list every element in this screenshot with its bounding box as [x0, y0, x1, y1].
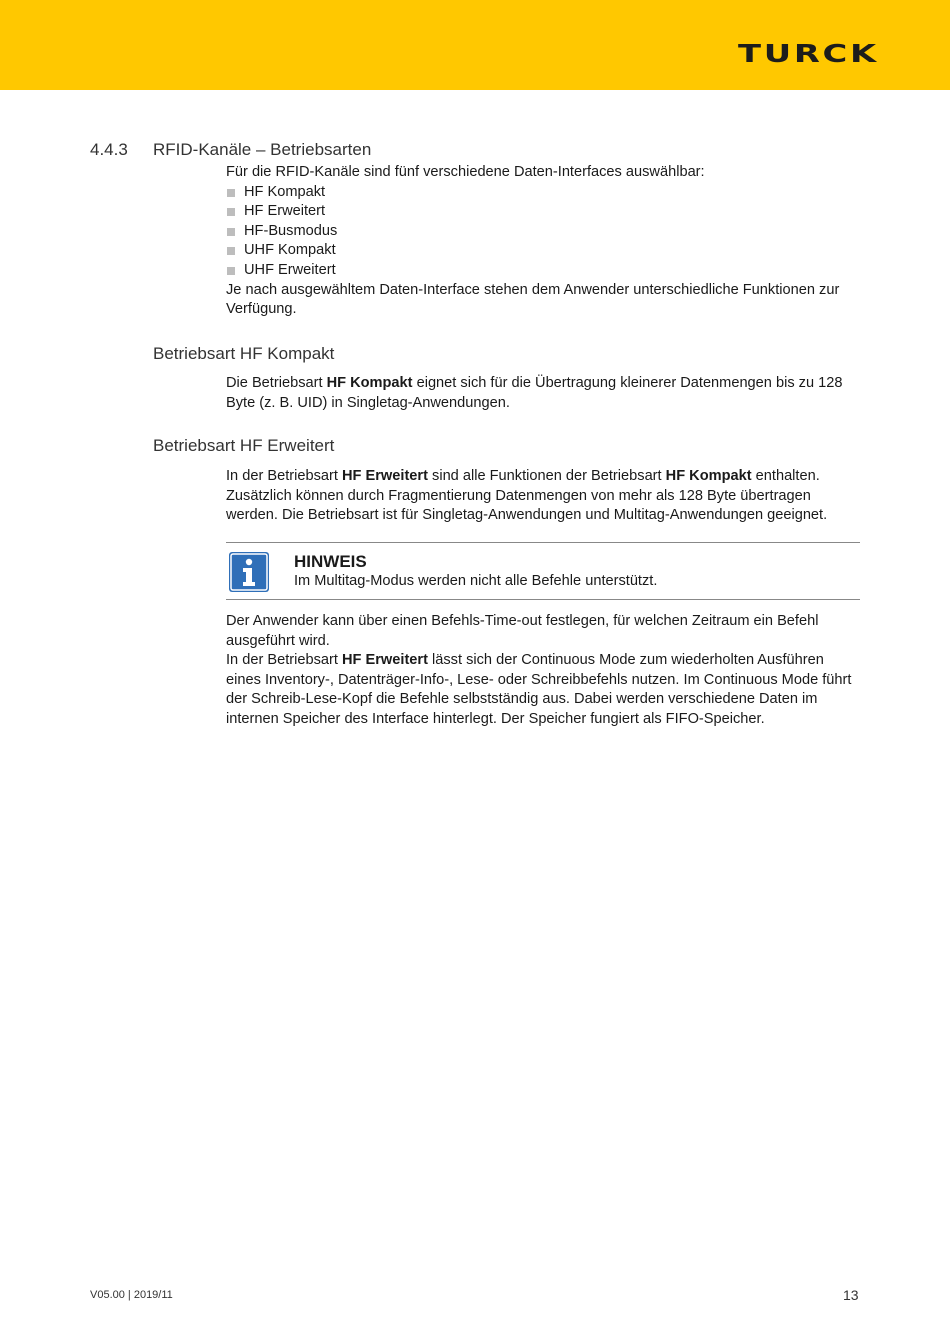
hf-erweitert-paragraph: In der Betriebsart HF Erweitert sind alle Funktionen der Betriebsart HF Kompakt enthalten. Zusätzlich können durch Fragmentierung Datenmengen von mehr als 128 Byte übertragen werden. Die Betriebsart ist für Singletag-Anwendungen und Multitag-Anwendungen geeignet. [226, 468, 828, 524]
list-item: HF Erweitert [226, 202, 862, 222]
outro-text: Je nach ausgewähltem Daten-Interface stehen dem Anwender unterschiedliche Funktionen zur Verfügung. [226, 281, 840, 318]
list-item: HF Kompakt [226, 183, 862, 203]
list-item: UHF Erweitert [226, 261, 862, 281]
note-title: HINWEIS [294, 552, 367, 571]
note-text: Im Multitag-Modus werden nicht alle Befehle unterstützt. [294, 573, 658, 589]
bullet-square-icon [227, 247, 235, 255]
section-number: 4.4.3 [90, 140, 128, 159]
bullet-square-icon [227, 267, 235, 275]
heading-hf-kompakt: Betriebsart HF Kompakt [153, 344, 335, 363]
bullet-square-icon [227, 189, 235, 197]
list-item: UHF Kompakt [226, 241, 862, 261]
turck-logo: TURCK [738, 39, 879, 68]
list-item: HF-Busmodus [226, 222, 862, 242]
bullet-square-icon [227, 228, 235, 236]
intro-text: Für die RFID-Kanäle sind fünf verschiedene Daten-Interfaces auswählbar: [226, 164, 705, 180]
footer-version: V05.00 | 2019/11 [90, 1289, 173, 1301]
info-icon [229, 552, 269, 592]
heading-hf-erweitert: Betriebsart HF Erweitert [153, 436, 335, 455]
section-intro-block [226, 163, 862, 320]
timeout-paragraph: Der Anwender kann über einen Befehls-Time-out festlegen, für welchen Zeitraum ein Befehl ausgeführt wird. [226, 613, 819, 649]
after-note-block [226, 612, 862, 730]
hf-kompakt-paragraph: Die Betriebsart HF Kompakt eignet sich für die Übertragung kleinerer Datenmengen bis zu 128 Byte (z. B. UID) in Singletag-Anwendungen. [226, 375, 843, 411]
note-box [226, 542, 860, 600]
section-title: RFID-Kanäle – Betriebsarten [153, 140, 372, 159]
mode-list [226, 183, 862, 281]
page-number: 13 [843, 1287, 859, 1303]
bullet-square-icon [227, 208, 235, 216]
continuous-mode-paragraph: In der Betriebsart HF Erweitert lässt sich der Continuous Mode zum wiederholten Ausführen eines Inventory-, Datenträger-Info-, Lese- oder Schreibbefehls nutzen. Im Continuous Mode führt der Schreib-Lese-Kopf die Befehle selbstständig aus. Dabei werden verschiedene Daten im internen Speicher des Interface hinterlegt. Der Speicher fungiert als FIFO-Speicher. [226, 652, 852, 727]
